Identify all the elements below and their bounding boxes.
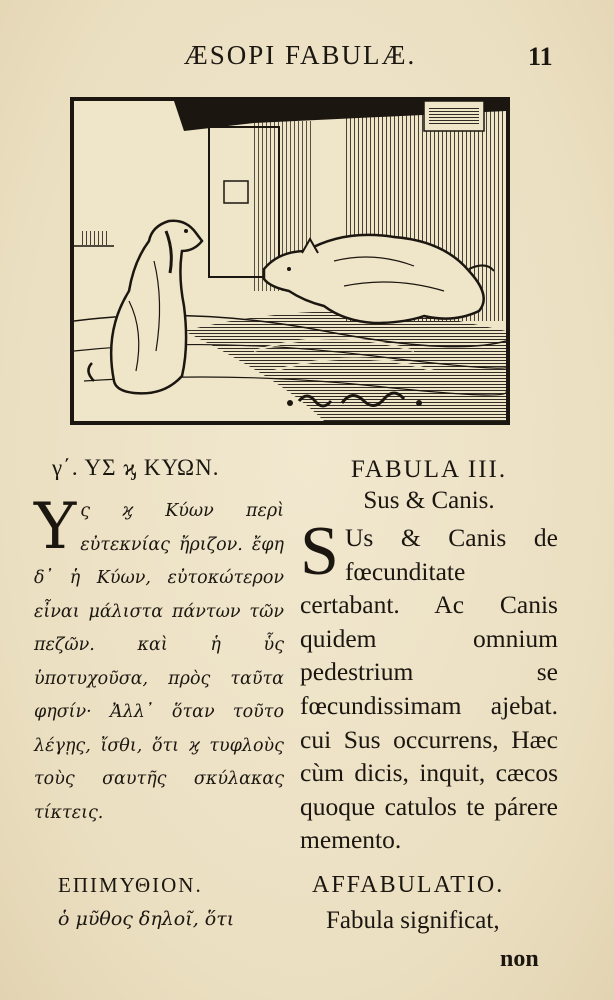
catchword: non <box>500 946 539 972</box>
latin-column <box>300 455 558 857</box>
latin-fable-title: FABULA III. <box>350 456 508 483</box>
greek-fable-text <box>34 490 284 830</box>
latin-fable-subtitle: Sus & Canis. <box>363 487 495 514</box>
greek-fable-title: γ΄. ΥΣ ϗ ΚΥΩΝ. <box>52 455 220 480</box>
latin-fable-body: Us & Canis de fœcunditate certabant. Ac Canis quidem omnium pedestrium se fœcundissimam ajebat. cui Sus occurrens, Hæc cùm dicis, inquit, cæcos quoque catulos te párere memento. <box>300 523 558 855</box>
dog-and-sow-icon <box>74 101 506 421</box>
greek-column <box>34 455 284 830</box>
greek-fable-body: ς ϗ Κύων περὶ εὐτεκνίας ἤριζον. ἔφη δ᾽ ἡ Κύων, εὐτοκώτερον εἶναι μάλιστα πάντων τῶν πεζῶν. καὶ ἡ ὗς ὑποτυχοῦσα, πρὸς ταῦτα φησίν· Ἀλλ᾽ ὅταν τοῦτο λέγῃς, ἴσθι, ὅτι ϗ τυφλοὺς τοὺς σαυτῆς σκύλακας τίκτεις. <box>34 501 284 823</box>
running-head: ÆSOPI FABULÆ. <box>183 40 417 70</box>
greek-drop-cap: Υ <box>34 490 77 564</box>
greek-moral-heading: ΕΠΙΜΥΘΙΟΝ. <box>58 873 203 897</box>
page-number: 11 <box>528 42 553 71</box>
greek-moral-text: ὁ μῦθος δηλοῖ, ὅτι <box>58 908 235 930</box>
latin-moral-text: Fabula significat, <box>326 907 500 934</box>
latin-moral-heading: AFFABULATIO. <box>312 872 505 898</box>
latin-drop-cap: S <box>300 513 339 590</box>
latin-fable-text <box>300 513 558 857</box>
woodcut-illustration <box>70 97 510 425</box>
